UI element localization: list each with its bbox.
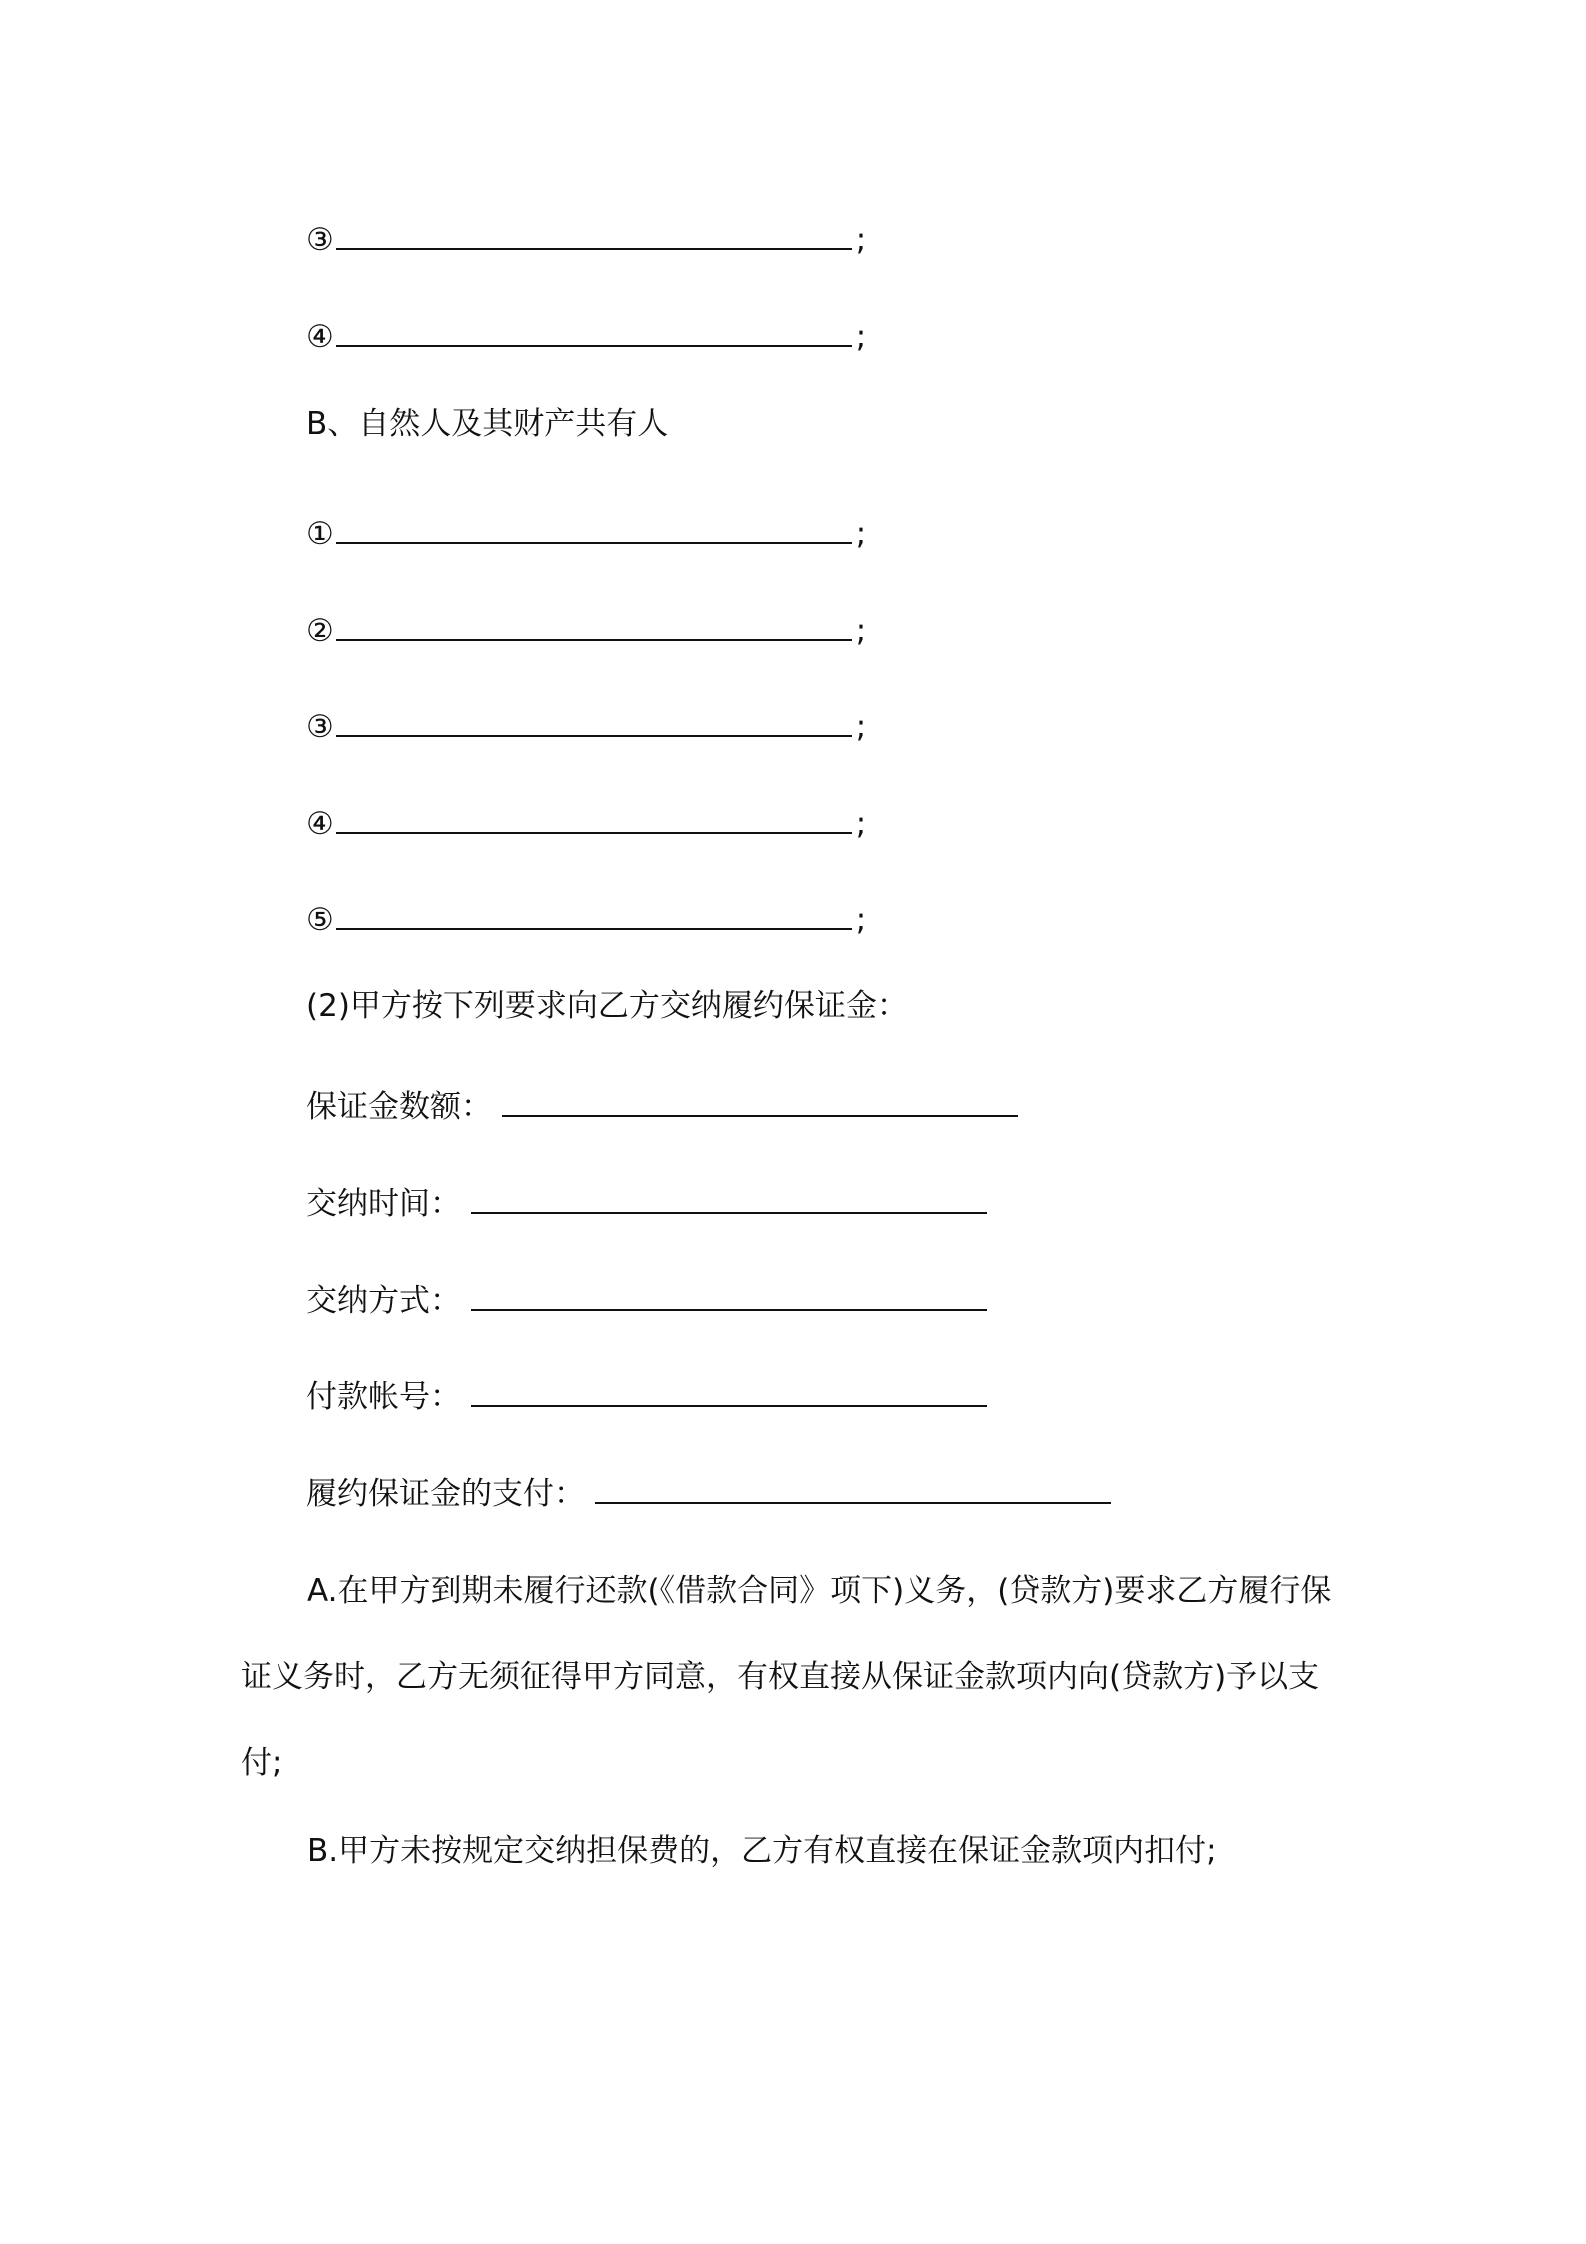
item-end: ;	[855, 806, 867, 842]
item-marker: ②	[306, 613, 334, 649]
fill-in-blank[interactable]	[595, 1470, 1111, 1504]
item-end: ;	[855, 613, 867, 649]
field-label: 交纳方式：	[306, 1283, 461, 1319]
field-label: 交纳时间：	[306, 1186, 461, 1222]
item-line	[306, 216, 866, 260]
fill-in-blank[interactable]	[336, 607, 852, 641]
clause-heading: (2)甲方按下列要求向乙方交纳履约保证金：	[306, 988, 908, 1024]
fill-in-blank[interactable]	[471, 1277, 987, 1311]
paragraph-b: B.甲方未按规定交纳担保费的，乙方有权直接在保证金款项内扣付;	[307, 1833, 1217, 1869]
form-field	[306, 1180, 987, 1224]
item-end: ;	[855, 319, 867, 355]
item-marker: ④	[306, 806, 334, 842]
item-line	[306, 607, 866, 651]
section-heading: B、自然人及其财产共有人	[306, 406, 669, 442]
item-end: ;	[855, 516, 867, 552]
item-end: ;	[855, 902, 867, 938]
item-line	[306, 703, 866, 747]
form-field	[306, 1470, 1111, 1514]
form-field	[306, 1277, 987, 1321]
fill-in-blank[interactable]	[336, 313, 852, 347]
item-marker: ③	[306, 709, 334, 745]
item-end: ;	[855, 709, 867, 745]
fill-in-blank[interactable]	[336, 896, 852, 930]
fill-in-blank[interactable]	[471, 1180, 987, 1214]
item-line	[306, 510, 866, 554]
item-marker: ⑤	[306, 902, 334, 938]
field-label: 履约保证金的支付：	[306, 1476, 585, 1512]
fill-in-blank[interactable]	[336, 703, 852, 737]
item-end: ;	[855, 222, 867, 258]
form-field	[306, 1373, 987, 1417]
item-line	[306, 313, 866, 357]
item-line	[306, 800, 866, 844]
form-field	[306, 1083, 1018, 1127]
field-label: 保证金数额：	[306, 1089, 492, 1125]
paragraph-a: A.在甲方到期未履行还款(《借款合同》项下)义务，(贷款方)要求乙方履行保证义务时，乙方无须征得甲方同意，有权直接从保证金款项内向(贷款方)予以支付;	[241, 1573, 1332, 1781]
fill-in-blank[interactable]	[471, 1373, 987, 1407]
item-marker: ①	[306, 516, 334, 552]
item-line	[306, 896, 866, 940]
item-marker: ④	[306, 319, 334, 355]
fill-in-blank[interactable]	[336, 216, 852, 250]
field-label: 付款帐号：	[306, 1379, 461, 1415]
item-marker: ③	[306, 222, 334, 258]
fill-in-blank[interactable]	[336, 510, 852, 544]
fill-in-blank[interactable]	[502, 1083, 1018, 1117]
fill-in-blank[interactable]	[336, 800, 852, 834]
